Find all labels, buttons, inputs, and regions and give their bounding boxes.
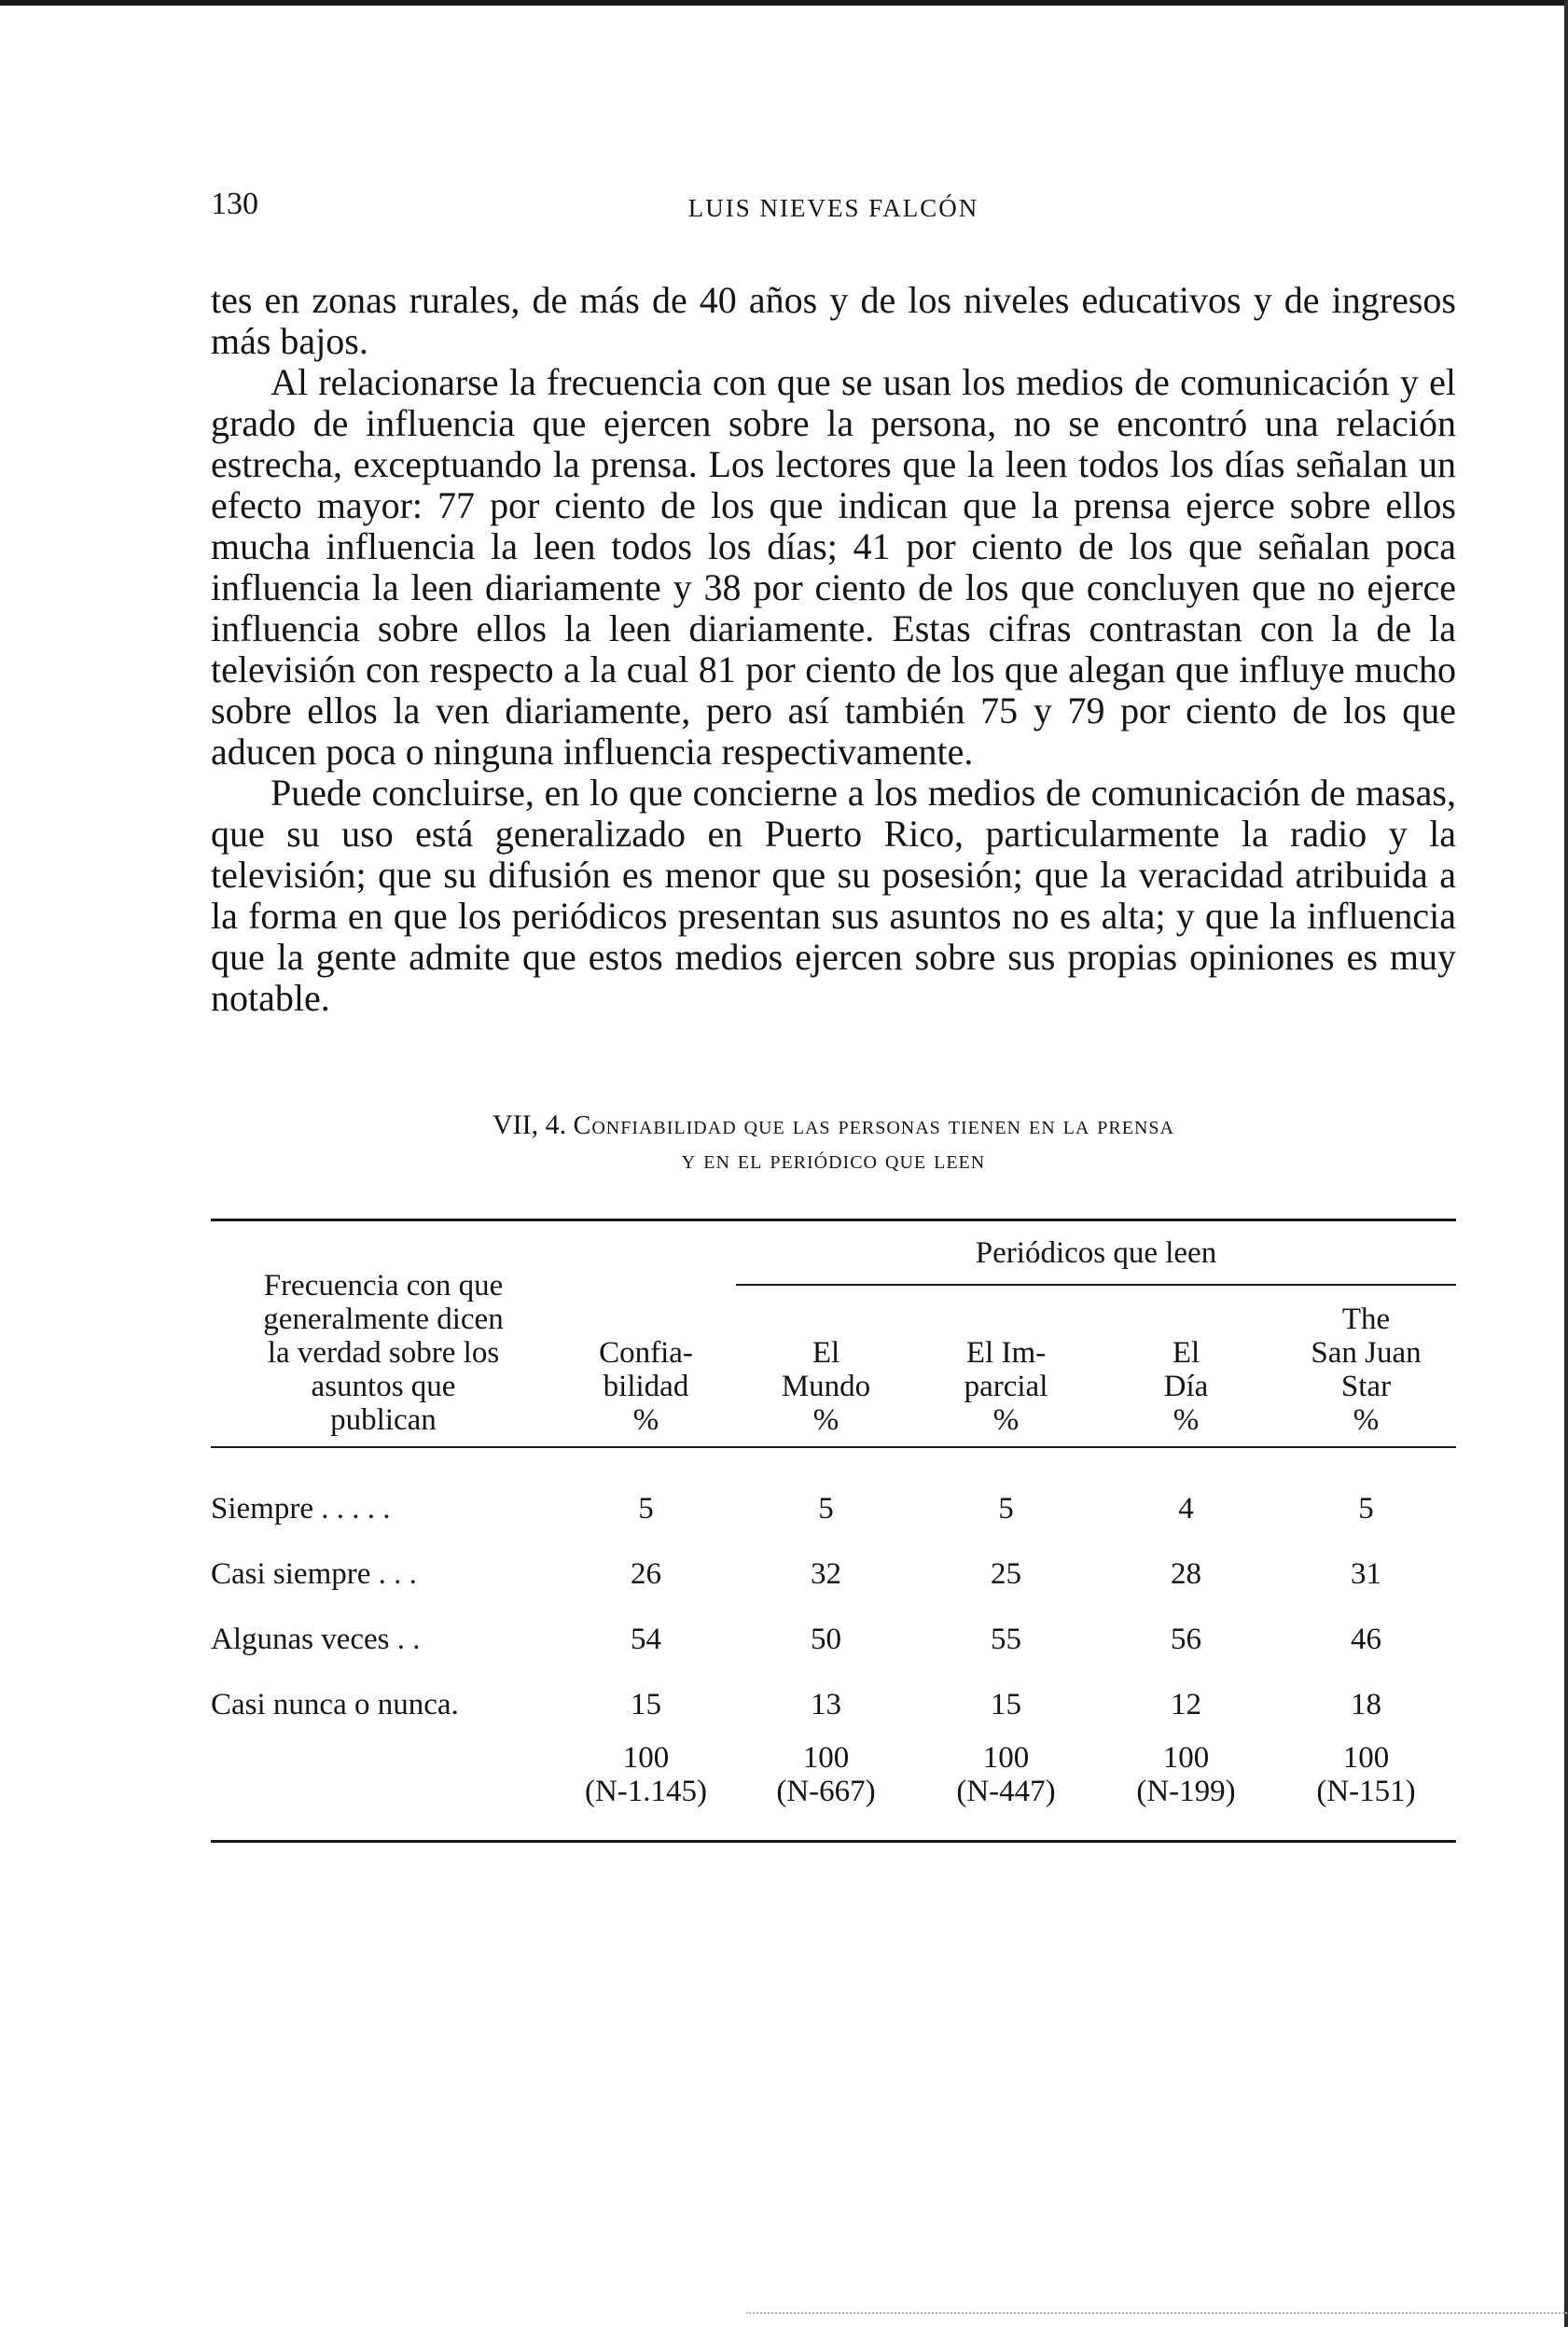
column-header-line: El bbox=[1172, 1336, 1200, 1370]
column-header-line: El bbox=[812, 1336, 840, 1370]
row-label: Algunas veces . . bbox=[211, 1622, 421, 1656]
column-header-line: % bbox=[992, 1403, 1020, 1437]
page-number: 130 bbox=[211, 187, 258, 221]
column-header-confiabilidad bbox=[556, 1285, 736, 1447]
total-value: 100 bbox=[1342, 1741, 1390, 1775]
table-cell: 18 bbox=[1351, 1687, 1381, 1721]
table-caption bbox=[211, 1108, 1456, 1177]
book-page bbox=[211, 187, 1456, 1843]
paragraph-2: Al relacionarse la frecuencia con que se usan los medios de comunicación y el grado de influencia que ejercen sobre la persona, no se encontró una relación estrecha, exceptuando la prensa. Los lectores que la leen todos los días señalan un efecto mayor: 77 por ciento de los que indican que la prensa ejerce sobre ellos mucha influencia la leen todos los días; 41 por ciento de los que señalan poca influencia la leen diariamente y 38 por ciento de los que concluyen que no ejerce influencia sobre ellos la leen diariamente. Estas cifras contrastan con la de la televisión con respecto a la cual 81 por ciento de los que alegan que influye mucho sobre ellos la ven diariamente, pero así también 75 y 79 por ciento de los que aducen poca o ninguna influencia respectivamente. bbox=[211, 361, 1456, 773]
body-text bbox=[211, 280, 1456, 1019]
column-header-line: Mundo bbox=[781, 1370, 871, 1403]
total-cell bbox=[736, 1737, 916, 1840]
table-cell: 5 bbox=[638, 1491, 654, 1526]
column-header-el-dia bbox=[1096, 1285, 1276, 1447]
paragraph-1: tes en zonas rurales, de más de 40 años y de los niveles educativos y de ingresos más bajos. bbox=[211, 279, 1456, 362]
column-header-line: bilidad bbox=[603, 1370, 689, 1403]
table-cell: 50 bbox=[811, 1622, 841, 1656]
table-group-header-row bbox=[211, 1221, 1456, 1285]
table-caption-line-2 bbox=[211, 1143, 1456, 1177]
table-cell: 56 bbox=[1171, 1622, 1201, 1656]
scan-noise-bottom bbox=[746, 2312, 1567, 2316]
stub-header bbox=[211, 1221, 556, 1447]
table-cell: 5 bbox=[1358, 1491, 1374, 1526]
column-header-line: parcial bbox=[964, 1370, 1048, 1403]
table-cell: 12 bbox=[1171, 1687, 1201, 1721]
table-cell: 46 bbox=[1351, 1622, 1381, 1656]
stub-header-line: Frecuencia con que bbox=[263, 1269, 504, 1303]
stub-header-line: generalmente dicen bbox=[263, 1303, 504, 1336]
column-header-line: The bbox=[1341, 1303, 1391, 1336]
scan-top-edge bbox=[0, 0, 1568, 6]
table-cell: 5 bbox=[998, 1491, 1014, 1526]
table-row bbox=[211, 1672, 1456, 1737]
table-cell: 26 bbox=[631, 1556, 661, 1591]
running-title: LUIS NIEVES FALCÓN bbox=[687, 194, 979, 222]
column-header-el-imparcial bbox=[916, 1285, 1096, 1447]
table-cell: 25 bbox=[991, 1556, 1021, 1591]
table-row bbox=[211, 1541, 1456, 1607]
table-title-line-2: y en el periódico que leen bbox=[681, 1146, 986, 1175]
column-header-san-juan-star bbox=[1276, 1285, 1456, 1447]
total-cell bbox=[916, 1737, 1096, 1840]
total-value: 100 bbox=[622, 1741, 670, 1775]
data-table bbox=[211, 1221, 1456, 1840]
paragraph-3: Puede concluirse, en lo que concierne a los medios de comunicación de masas, que su uso está generalizado en Puerto Rico, particularmente la radio y la televisión; que su difusión es menor que su posesión; que la veracidad atribuida a la forma en que los periódicos presentan sus asuntos no es alta; y que la influencia que la gente admite que estos medios ejercen sobre sus propias opiniones es muy notable. bbox=[211, 772, 1456, 1019]
table-cell: 55 bbox=[991, 1622, 1021, 1656]
table-cell: 13 bbox=[811, 1687, 841, 1721]
total-cell bbox=[556, 1737, 736, 1840]
column-header-line: San Juan bbox=[1311, 1336, 1422, 1370]
column-header-line: % bbox=[1353, 1403, 1380, 1437]
total-cell bbox=[1096, 1737, 1276, 1840]
totals-label-empty bbox=[211, 1737, 556, 1840]
table-cell: 54 bbox=[631, 1622, 661, 1656]
scan-right-edge bbox=[1564, 0, 1568, 2327]
table-cell: 15 bbox=[631, 1687, 661, 1721]
total-value: 100 bbox=[982, 1741, 1030, 1775]
sample-size: (N-1.145) bbox=[584, 1775, 708, 1808]
sample-size: (N-447) bbox=[956, 1775, 1056, 1808]
table-number: VII, 4. bbox=[492, 1109, 567, 1140]
header-separator bbox=[211, 1447, 1456, 1476]
table-cell: 32 bbox=[811, 1556, 841, 1591]
table-cell: 4 bbox=[1178, 1491, 1194, 1526]
column-header-el-mundo bbox=[736, 1285, 916, 1447]
totals-row bbox=[211, 1737, 1456, 1840]
table-caption-line-1 bbox=[211, 1108, 1456, 1143]
running-head bbox=[211, 187, 1456, 233]
sample-size: (N-199) bbox=[1136, 1775, 1236, 1808]
sample-size: (N-151) bbox=[1316, 1775, 1416, 1808]
group-header: Periódicos que leen bbox=[736, 1221, 1456, 1285]
table-cell: 28 bbox=[1171, 1556, 1201, 1591]
table-row bbox=[211, 1476, 1456, 1541]
table-cell: 5 bbox=[818, 1491, 834, 1526]
column-header-line: % bbox=[632, 1403, 659, 1437]
sample-size: (N-667) bbox=[776, 1775, 876, 1808]
column-header-line: % bbox=[812, 1403, 840, 1437]
column-header-line: El Im- bbox=[965, 1336, 1047, 1370]
table-title-line-1: Confiabilidad que las personas tienen en la prensa bbox=[573, 1111, 1174, 1140]
total-cell bbox=[1276, 1737, 1456, 1840]
total-value: 100 bbox=[1162, 1741, 1210, 1775]
row-label: Casi nunca o nunca. bbox=[211, 1687, 459, 1721]
stub-header-line: la verdad sobre los bbox=[267, 1336, 500, 1370]
table-cell: 31 bbox=[1351, 1556, 1381, 1591]
column-header-line: Confia- bbox=[599, 1336, 693, 1370]
table-row bbox=[211, 1607, 1456, 1672]
empty-header-cell bbox=[556, 1221, 736, 1285]
row-label: Casi siempre . . . bbox=[211, 1556, 417, 1591]
total-value: 100 bbox=[802, 1741, 850, 1775]
table-cell: 15 bbox=[991, 1687, 1021, 1721]
stub-header-line: asuntos que bbox=[311, 1370, 456, 1403]
column-header-line: Día bbox=[1163, 1370, 1209, 1403]
data-table-frame bbox=[211, 1219, 1456, 1843]
stub-header-line: publican bbox=[330, 1403, 437, 1437]
row-label: Siempre . . . . . bbox=[211, 1491, 391, 1526]
column-header-line: % bbox=[1173, 1403, 1200, 1437]
column-header-line: Star bbox=[1340, 1370, 1392, 1403]
